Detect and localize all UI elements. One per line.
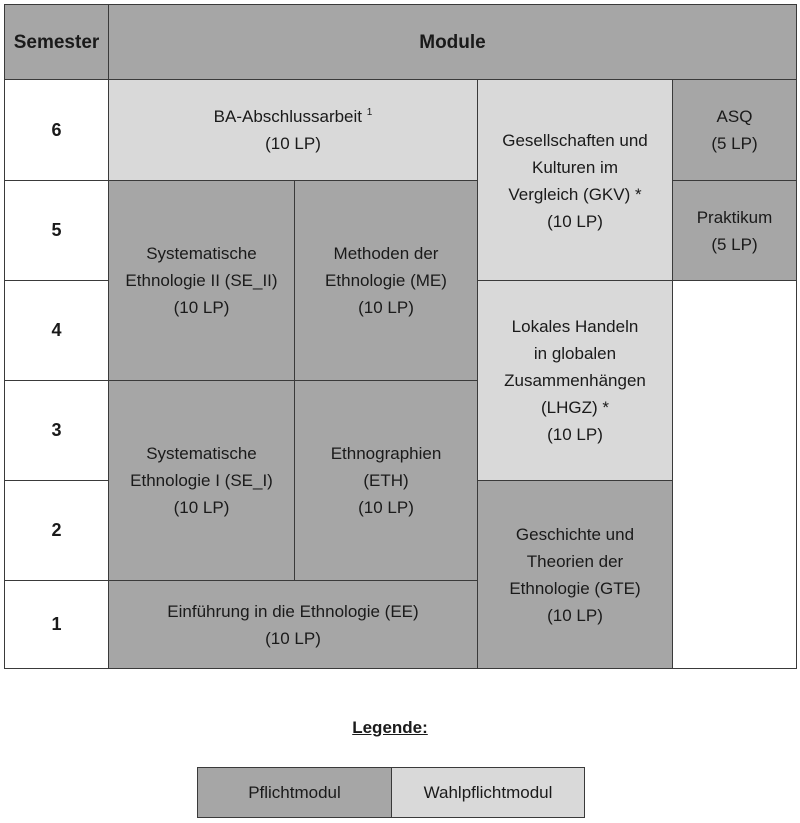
- module-asq-label: ASQ (5 LP): [711, 107, 758, 153]
- semester-6-label: 6: [51, 119, 62, 140]
- legend-pflichtmodul-label: Pflichtmodul: [248, 782, 341, 802]
- module-header-label: Module: [419, 31, 486, 53]
- module-gkv-label: Gesellschaften und Kulturen im Vergleich (GKV) * (10 LP): [502, 131, 648, 231]
- module-header: [108, 4, 797, 80]
- module-gkv: [477, 79, 673, 281]
- semester-5-label: 5: [51, 220, 62, 240]
- semester-4: [4, 280, 109, 381]
- semester-header-label: Semester: [13, 31, 100, 53]
- empty-cell: [672, 280, 797, 669]
- module-se-ii-label: Systematische Ethnologie II (SE_II) (10 LP): [125, 244, 278, 317]
- module-ba-footnote: 1: [366, 107, 373, 118]
- semester-3-label: 3: [51, 420, 62, 440]
- semester-2: [4, 480, 109, 581]
- legend-wahlpflichtmodul: [391, 767, 585, 818]
- module-asq: [672, 79, 797, 181]
- module-praktikum-label: Praktikum (5 LP): [696, 207, 773, 254]
- module-eth-label: Ethnographien (ETH) (10 LP): [330, 444, 442, 517]
- module-praktikum: [672, 180, 797, 281]
- semester-6: [4, 79, 109, 181]
- module-me-label: Methoden der Ethnologie (ME) (10 LP): [325, 244, 447, 317]
- legend-wahlpflichtmodul-label: Wahlpflichtmodul: [423, 782, 553, 802]
- semester-1-label: 1: [51, 614, 62, 634]
- module-ee: [108, 580, 478, 669]
- module-ee-label: Einführung in die Ethnologie (EE) (10 LP): [167, 601, 419, 648]
- module-ba-lp: (10 LP): [265, 134, 321, 153]
- legend-pflichtmodul: [197, 767, 392, 818]
- module-ba-text: [214, 103, 373, 157]
- semester-3: [4, 380, 109, 481]
- module-ba-abschlussarbeit: [108, 79, 478, 181]
- module-ba-title: BA-Abschlussarbeit: [213, 107, 363, 126]
- module-gte: [477, 480, 673, 669]
- module-se-i-label: Systematische Ethnologie I (SE_I) (10 LP): [130, 444, 273, 517]
- module-lhgz: [477, 280, 673, 481]
- legend-title: Legende:: [352, 718, 428, 737]
- module-gte-label: Geschichte und Theorien der Ethnologie (GTE) (10 LP): [509, 524, 641, 625]
- semester-2-label: 2: [51, 520, 62, 540]
- semester-4-label: 4: [51, 320, 62, 340]
- semester-header: [4, 4, 109, 80]
- module-se-ii: [108, 180, 295, 381]
- semester-5: [4, 180, 109, 281]
- module-eth: [294, 380, 478, 581]
- module-se-i: [108, 380, 295, 581]
- semester-1: [4, 580, 109, 669]
- module-me: [294, 180, 478, 381]
- module-lhgz-label: Lokales Handeln in globalen Zusammenhängen (LHGZ) * (10 LP): [504, 317, 646, 444]
